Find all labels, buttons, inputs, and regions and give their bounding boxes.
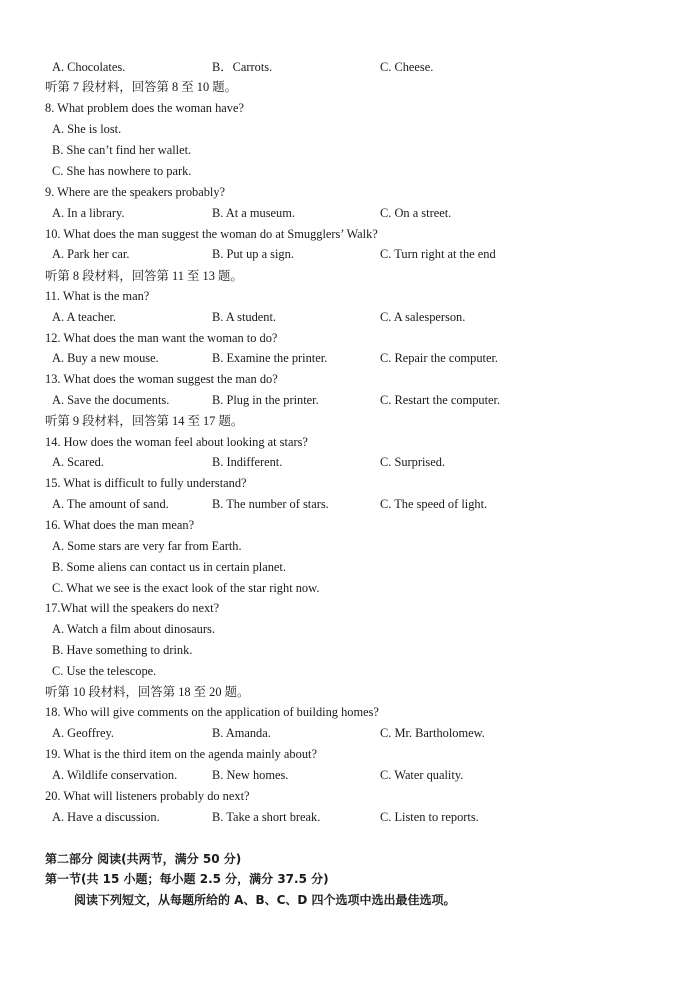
option-row <box>0 348 696 368</box>
option-row <box>0 203 696 223</box>
option-text: A. Geoffrey. <box>52 726 114 740</box>
option-text: B. New homes. <box>212 768 289 782</box>
section-heading: 听第 10 段材料，回答第 18 至 20 题。 <box>45 685 250 699</box>
option-row <box>0 244 696 264</box>
option-row <box>0 494 696 514</box>
option-text: B. The number of stars. <box>212 497 329 511</box>
question-text: 18. Who will give comments on the application of building homes? <box>45 705 379 719</box>
option-text: A. Watch a film about dinosaurs. <box>52 622 215 636</box>
option-text: A. Chocolates. <box>52 60 126 74</box>
option-row <box>0 807 696 827</box>
part-heading: 第二部分 阅读(共两节，满分 50 分) <box>45 852 242 866</box>
question-text: 16. What does the man mean? <box>45 518 195 532</box>
option-text: C. What we see is the exact look of the star right now. <box>52 581 320 595</box>
option-text: B. Indifferent. <box>212 455 283 469</box>
section-heading: 听第 7 段材料，回答第 8 至 10 题。 <box>45 80 238 94</box>
option-text: B．Carrots. <box>212 60 273 74</box>
option-row <box>0 390 696 410</box>
option-text: B. Examine the printer. <box>212 351 328 365</box>
option-text: A. She is lost. <box>52 122 122 136</box>
section-heading: 听第 9 段材料，回答第 14 至 17 题。 <box>45 414 244 428</box>
option-text: B. At a museum. <box>212 206 295 220</box>
option-text: C. Turn right at the end <box>380 247 496 261</box>
option-text: A. Park her car. <box>52 247 130 261</box>
question-text: 15. What is difficult to fully understand? <box>45 476 247 490</box>
option-text: A. Some stars are very far from Earth. <box>52 539 242 553</box>
option-text: A. Have a discussion. <box>52 810 160 824</box>
section-heading: 听第 8 段材料，回答第 11 至 13 题。 <box>45 269 243 283</box>
option-text: C. Listen to reports. <box>380 810 479 824</box>
option-text: C. The speed of light. <box>380 497 488 511</box>
option-text: B. Have something to drink. <box>52 643 193 657</box>
option-text: B. A student. <box>212 310 277 324</box>
option-text: C. Restart the computer. <box>380 393 501 407</box>
option-row <box>0 765 696 785</box>
question-text: 12. What does the man want the woman to do? <box>45 331 278 345</box>
question-text: 13. What does the woman suggest the man do? <box>45 372 278 386</box>
option-text: B. Take a short break. <box>212 810 321 824</box>
question-text: 14. How does the woman feel about looking at stars? <box>45 435 308 449</box>
option-text: C. Use the telescope. <box>52 664 157 678</box>
option-text: B. Some aliens can contact us in certain planet. <box>52 560 286 574</box>
part-heading: 第一节(共 15 小题；每小题 2.5 分，满分 37.5 分) <box>45 872 329 886</box>
option-row <box>0 307 696 327</box>
option-text: C. Cheese. <box>380 60 434 74</box>
option-row <box>0 452 696 472</box>
option-text: B. She can’t find her wallet. <box>52 143 192 157</box>
option-text: C. Surprised. <box>380 455 446 469</box>
option-text: A. Wildlife conservation. <box>52 768 178 782</box>
option-text: B. Plug in the printer. <box>212 393 319 407</box>
option-row <box>0 723 696 743</box>
question-text: 19. What is the third item on the agenda mainly about? <box>45 747 317 761</box>
option-text: C. A salesperson. <box>380 310 466 324</box>
question-text: 8. What problem does the woman have? <box>45 101 244 115</box>
question-text: 20. What will listeners probably do next? <box>45 789 250 803</box>
question-text: 10. What does the man suggest the woman do at Smugglers’ Walk? <box>45 227 378 241</box>
option-text: C. Mr. Bartholomew. <box>380 726 485 740</box>
option-text: A. Save the documents. <box>52 393 170 407</box>
option-text: A. A teacher. <box>52 310 116 324</box>
question-text: 11. What is the man? <box>45 289 150 303</box>
option-text: A. Scared. <box>52 455 104 469</box>
option-text: C. Water quality. <box>380 768 464 782</box>
option-text: B. Amanda. <box>212 726 271 740</box>
question-text: 9. Where are the speakers probably? <box>45 185 226 199</box>
option-text: A. Buy a new mouse. <box>52 351 159 365</box>
option-text: C. Repair the computer. <box>380 351 499 365</box>
option-text: A. In a library. <box>52 206 125 220</box>
option-text: C. She has nowhere to park. <box>52 164 192 178</box>
instruction-text: 阅读下列短文，从每题所给的 A、B、C、D 四个选项中选出最佳选项。 <box>74 893 456 907</box>
option-text: C. On a street. <box>380 206 452 220</box>
option-text: B. Put up a sign. <box>212 247 294 261</box>
option-text: A. The amount of sand. <box>52 497 169 511</box>
question-text: 17.What will the speakers do next? <box>45 601 220 615</box>
option-row <box>0 57 696 77</box>
